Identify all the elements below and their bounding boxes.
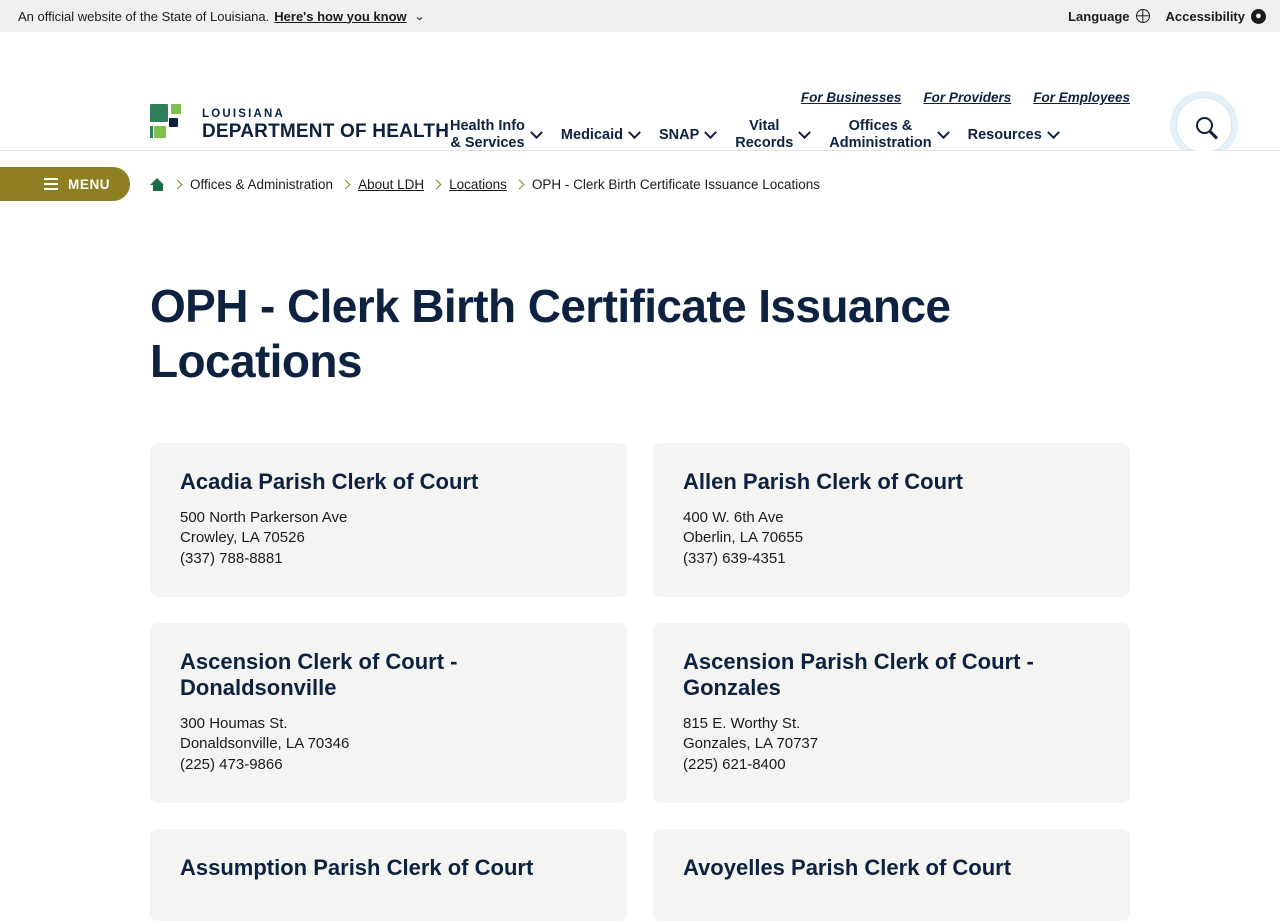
location-name: Assumption Parish Clerk of Court — [180, 854, 534, 880]
location-street: 815 E. Worthy St. — [683, 714, 801, 732]
nav-item-snap[interactable] — [649, 119, 725, 152]
link-for-employees[interactable]: For Employees — [1033, 90, 1130, 105]
breadcrumb-item-current: OPH - Clerk Birth Certificate Issuance Locations — [531, 176, 821, 192]
location-name: Avoyelles Parish Clerk of Court — [683, 854, 1012, 880]
breadcrumb-separator-icon — [514, 179, 524, 189]
government-banner — [0, 0, 1280, 32]
location-phone: (337) 788-8881 — [180, 549, 283, 567]
nav-label-offices-administration: Offices & Administration — [829, 118, 932, 152]
audience-links — [801, 90, 1130, 105]
location-city: Oberlin, LA 70655 — [683, 529, 804, 547]
link-for-providers[interactable]: For Providers — [923, 90, 1012, 105]
chevron-down-icon — [798, 126, 811, 139]
location-phone: (337) 639-4351 — [683, 549, 786, 567]
home-icon[interactable] — [150, 178, 165, 191]
breadcrumb-item-offices: Offices & Administration — [190, 176, 334, 192]
location-card — [150, 623, 627, 803]
breadcrumb-separator-icon — [173, 179, 183, 189]
nav-label-vital-records: Vital Records — [735, 118, 794, 152]
location-street: 300 Houmas St. — [180, 714, 288, 732]
location-city: Gonzales, LA 70737 — [683, 735, 819, 753]
locations-grid — [150, 443, 1130, 921]
location-city: Donaldsonville, LA 70346 — [180, 735, 350, 753]
language-selector[interactable] — [1068, 9, 1149, 24]
breadcrumb-bar — [0, 151, 1280, 217]
nav-label-medicaid: Medicaid — [560, 126, 623, 143]
location-card — [653, 829, 1130, 921]
language-label: Language — [1068, 8, 1130, 24]
location-name: Ascension Clerk of Court - Donaldsonville — [180, 648, 458, 701]
globe-icon — [1136, 9, 1150, 23]
breadcrumb-item-locations[interactable]: Locations — [449, 176, 507, 192]
site-header — [0, 32, 1280, 151]
location-card — [653, 443, 1130, 597]
logo-line-1: LOUISIANA — [202, 107, 286, 120]
accessibility-label: Accessibility — [1165, 8, 1245, 24]
hamburger-icon — [44, 178, 58, 190]
chevron-down-icon[interactable]: ⌄ — [413, 10, 426, 23]
location-street: 500 North Parkerson Ave — [180, 508, 348, 526]
location-phone: (225) 473-9866 — [180, 755, 283, 773]
location-card — [653, 623, 1130, 803]
search-button[interactable] — [1176, 97, 1232, 153]
location-name: Allen Parish Clerk of Court — [683, 469, 963, 495]
chevron-down-icon — [937, 126, 950, 139]
location-name: Ascension Parish Clerk of Court - Gonzales — [683, 648, 1034, 701]
location-card — [150, 443, 627, 597]
page-title: OPH - Clerk Birth Certificate Issuance Locations — [150, 280, 951, 388]
menu-button-label: MENU — [68, 176, 111, 192]
chevron-down-icon — [530, 126, 543, 139]
location-name: Acadia Parish Clerk of Court — [180, 469, 479, 495]
location-street: 400 W. 6th Ave — [683, 508, 784, 526]
nav-label-health-info: Health Info & Services — [450, 118, 525, 152]
menu-button[interactable] — [0, 167, 130, 201]
nav-item-medicaid[interactable] — [551, 119, 649, 152]
breadcrumb-separator-icon — [432, 179, 442, 189]
location-city: Crowley, LA 70526 — [180, 529, 305, 547]
main-content — [0, 279, 1280, 921]
accessibility-icon: ● — [1251, 9, 1266, 24]
chevron-down-icon — [628, 126, 641, 139]
location-phone: (225) 621-8400 — [683, 755, 786, 773]
chevron-down-icon — [704, 126, 717, 139]
ldh-logo[interactable] — [150, 104, 449, 146]
link-for-businesses[interactable]: For Businesses — [800, 90, 902, 105]
search-icon — [1196, 117, 1213, 134]
gov-banner-text: An official website of the State of Louisiana. — [18, 8, 270, 24]
location-card — [150, 829, 627, 921]
breadcrumb-item-about-ldh[interactable]: About LDH — [358, 176, 425, 192]
accessibility-button[interactable] — [1166, 9, 1267, 24]
breadcrumb — [150, 177, 820, 192]
ldh-logo-icon — [150, 104, 192, 146]
nav-label-resources: Resources — [967, 126, 1042, 143]
nav-item-resources[interactable] — [958, 119, 1068, 152]
chevron-down-icon — [1047, 126, 1060, 139]
breadcrumb-separator-icon — [341, 179, 351, 189]
nav-label-snap: SNAP — [658, 126, 700, 143]
how-you-know-link[interactable]: Here's how you know — [274, 8, 407, 24]
logo-line-2: DEPARTMENT OF HEALTH — [202, 121, 450, 143]
